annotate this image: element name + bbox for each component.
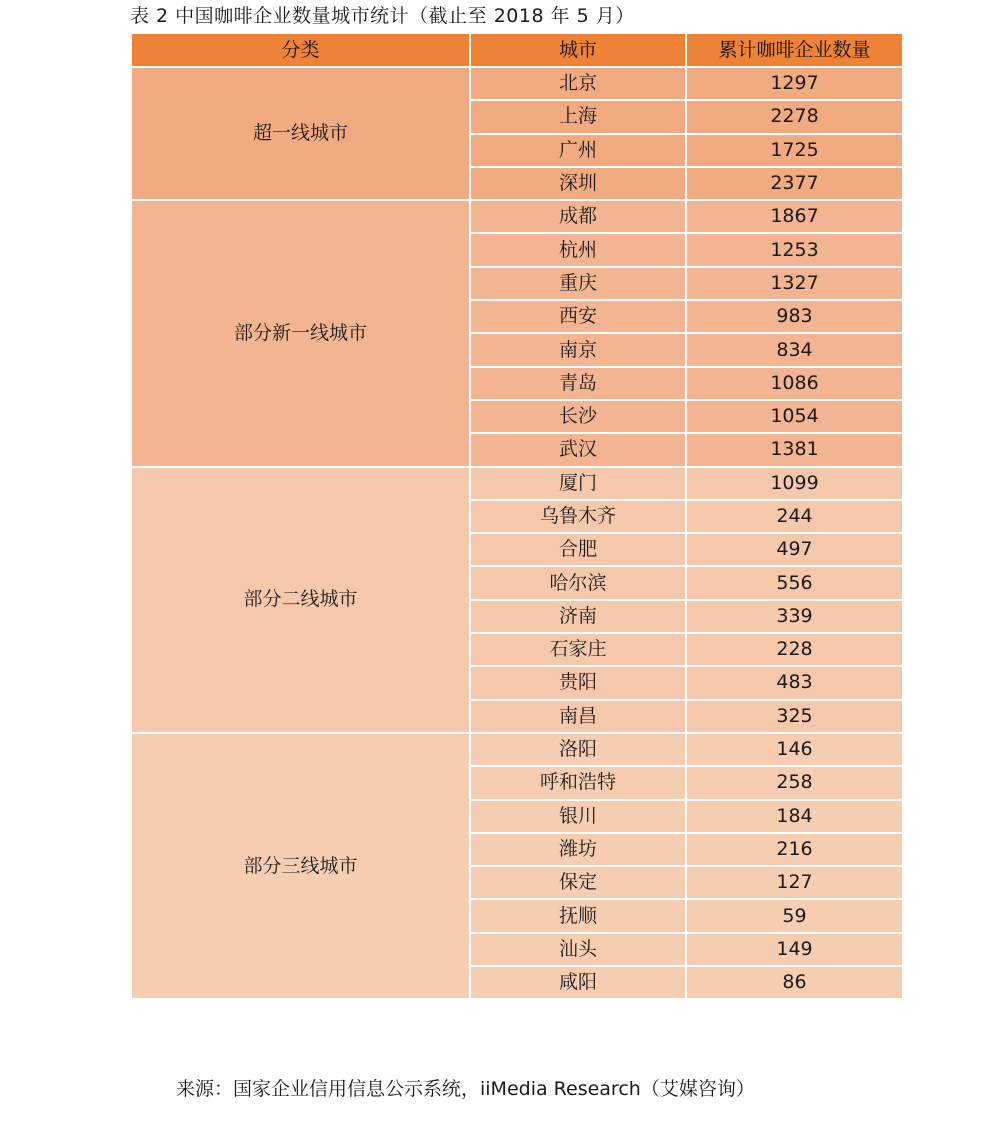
header-category: 分类 [131, 33, 470, 67]
count-cell: 127 [686, 866, 903, 899]
table-header-row [131, 33, 903, 67]
city-cell: 武汉 [470, 433, 686, 466]
count-cell: 983 [686, 300, 903, 333]
header-city: 城市 [470, 33, 686, 67]
city-cell: 石家庄 [470, 633, 686, 666]
city-cell: 长沙 [470, 400, 686, 433]
city-cell: 西安 [470, 300, 686, 333]
count-cell: 834 [686, 333, 903, 366]
count-cell: 146 [686, 733, 903, 766]
city-cell: 南京 [470, 333, 686, 366]
city-cell: 乌鲁木齐 [470, 500, 686, 533]
count-cell: 339 [686, 600, 903, 633]
count-cell: 1253 [686, 233, 903, 266]
count-cell: 1054 [686, 400, 903, 433]
count-cell: 184 [686, 800, 903, 833]
count-cell: 1725 [686, 134, 903, 167]
city-cell: 抚顺 [470, 899, 686, 932]
count-cell: 556 [686, 566, 903, 599]
category-cell: 部分三线城市 [131, 733, 470, 999]
table-row [131, 200, 903, 233]
city-cell: 汕头 [470, 933, 686, 966]
city-cell: 厦门 [470, 467, 686, 500]
count-cell: 228 [686, 633, 903, 666]
city-cell: 咸阳 [470, 966, 686, 999]
count-cell: 1381 [686, 433, 903, 466]
count-cell: 244 [686, 500, 903, 533]
city-cell: 保定 [470, 866, 686, 899]
city-cell: 深圳 [470, 167, 686, 200]
coffee-city-table [130, 32, 904, 1000]
city-cell: 哈尔滨 [470, 566, 686, 599]
header-count: 累计咖啡企业数量 [686, 33, 903, 67]
table-row [131, 467, 903, 500]
city-cell: 重庆 [470, 267, 686, 300]
category-cell: 部分二线城市 [131, 467, 470, 733]
city-cell: 北京 [470, 67, 686, 100]
count-cell: 1099 [686, 467, 903, 500]
count-cell: 497 [686, 533, 903, 566]
city-cell: 洛阳 [470, 733, 686, 766]
table-title: 表 2 中国咖啡企业数量城市统计（截止至 2018 年 5 月） [130, 5, 635, 27]
table-row [131, 733, 903, 766]
city-cell: 银川 [470, 800, 686, 833]
city-cell: 青岛 [470, 367, 686, 400]
city-cell: 南昌 [470, 700, 686, 733]
table-row [131, 67, 903, 100]
category-cell: 部分新一线城市 [131, 200, 470, 466]
city-cell: 杭州 [470, 233, 686, 266]
city-cell: 成都 [470, 200, 686, 233]
source-note: 来源：国家企业信用信息公示系统，iiMedia Research（艾媒咨询） [176, 1078, 755, 1100]
city-cell: 济南 [470, 600, 686, 633]
city-cell: 潍坊 [470, 833, 686, 866]
count-cell: 2377 [686, 167, 903, 200]
count-cell: 1327 [686, 267, 903, 300]
count-cell: 59 [686, 899, 903, 932]
city-cell: 呼和浩特 [470, 766, 686, 799]
city-cell: 广州 [470, 134, 686, 167]
count-cell: 86 [686, 966, 903, 999]
count-cell: 216 [686, 833, 903, 866]
count-cell: 325 [686, 700, 903, 733]
city-cell: 上海 [470, 100, 686, 133]
count-cell: 149 [686, 933, 903, 966]
count-cell: 483 [686, 666, 903, 699]
count-cell: 1297 [686, 67, 903, 100]
city-cell: 合肥 [470, 533, 686, 566]
table-body [131, 67, 903, 999]
count-cell: 2278 [686, 100, 903, 133]
count-cell: 258 [686, 766, 903, 799]
city-cell: 贵阳 [470, 666, 686, 699]
count-cell: 1867 [686, 200, 903, 233]
count-cell: 1086 [686, 367, 903, 400]
category-cell: 超一线城市 [131, 67, 470, 200]
